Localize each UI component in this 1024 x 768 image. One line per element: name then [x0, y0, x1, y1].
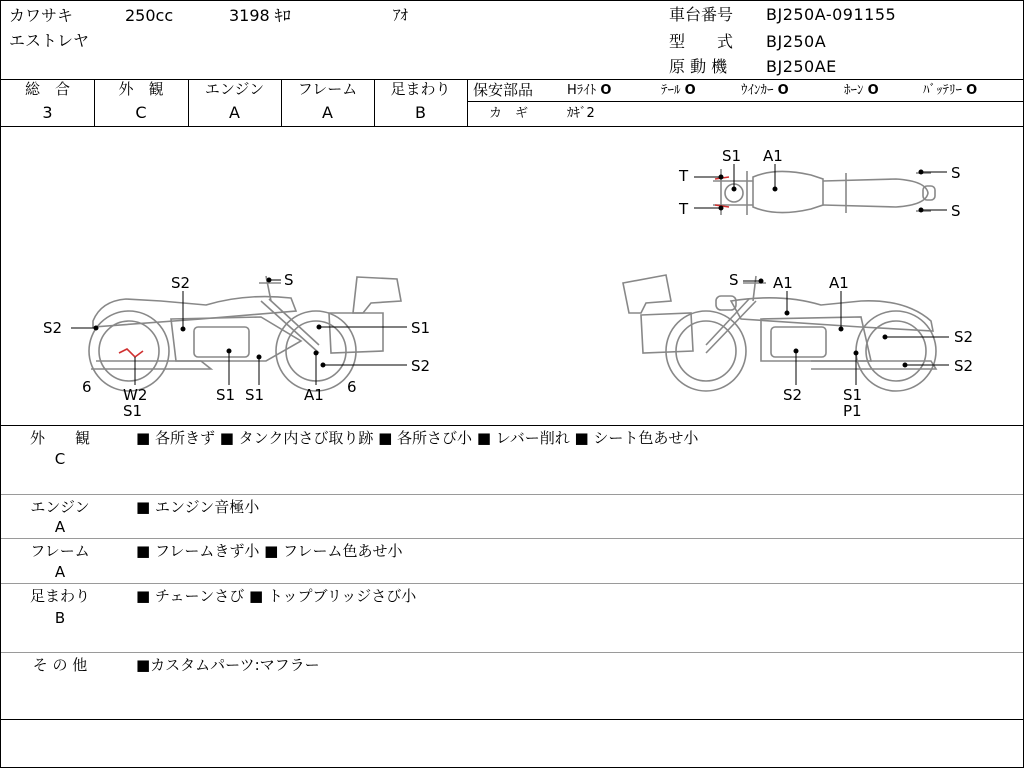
safety-horn: ﾎｰﾝ O	[844, 83, 879, 98]
note-engine-text: ■ エンジン音極小	[136, 498, 260, 516]
top-label-t2: T	[679, 200, 689, 218]
divider	[467, 79, 468, 126]
left-label-a1-front: A1	[304, 386, 324, 404]
left-side-view-bike	[89, 276, 401, 391]
left-label-s2-tank: S2	[171, 274, 191, 292]
left-label-s2-rear: S2	[43, 319, 63, 337]
note-exterior-label: 外 観	[29, 429, 90, 447]
right-label-p1: P1	[843, 402, 862, 420]
top-label-s-2: S	[951, 202, 961, 220]
motorcycle-damage-diagram	[1, 127, 1023, 425]
grade-suspension-value: B	[415, 103, 426, 122]
left-label-w2: W2	[123, 386, 148, 404]
left-label-s1-engine: S1	[216, 386, 236, 404]
divider	[1, 652, 1023, 653]
grade-overall-value: 3	[42, 103, 53, 122]
type-label: 型 式	[669, 32, 734, 51]
displacement: 250cc	[125, 6, 174, 25]
left-label-s1-rear: S1	[123, 402, 143, 420]
left-label-s1-fork: S1	[411, 319, 431, 337]
grade-frame-value: A	[322, 103, 333, 122]
model-name: エストレヤ	[9, 31, 90, 50]
top-label-s-1: S	[951, 164, 961, 182]
note-frame-text: ■ フレームきず小 ■ フレーム色あせ小	[136, 542, 403, 560]
divider	[1, 538, 1023, 539]
left-label-s1-case: S1	[245, 386, 265, 404]
key-label: カ ギ	[489, 106, 529, 121]
grade-overall-label: 総 合	[24, 80, 70, 98]
type-value: BJ250A	[766, 32, 827, 51]
right-label-s1: S1	[843, 386, 863, 404]
right-label-s2-cover: S2	[954, 328, 974, 346]
grade-engine-label: エンジン	[204, 80, 265, 98]
left-label-6-rear: 6	[82, 378, 92, 396]
safety-battery: ﾊﾞｯﾃﾘｰ O	[923, 83, 978, 98]
note-other-label: そ の 他	[32, 656, 88, 674]
divider	[467, 101, 1023, 102]
note-suspension-grade: B	[54, 609, 66, 627]
grade-frame-label: フレーム	[297, 80, 358, 98]
maker-name: カワサキ	[9, 6, 74, 25]
right-side-view-bike	[623, 275, 936, 391]
note-frame-label: フレーム	[30, 542, 90, 560]
grade-suspension-label: 足まわり	[390, 80, 451, 98]
note-engine-grade: A	[54, 518, 66, 536]
top-label-a1: A1	[763, 147, 783, 165]
body-color: ｱｵ	[393, 6, 409, 24]
grade-engine-value: A	[229, 103, 240, 122]
note-exterior-text: ■ 各所きず ■ タンク内さび取り跡 ■ 各所さび小 ■ レバー削れ ■ シート色あせ小	[136, 429, 699, 447]
divider	[1, 719, 1023, 720]
right-label-s-bar: S	[729, 271, 739, 289]
top-view-bike	[713, 169, 935, 215]
right-label-s2-engine: S2	[783, 386, 803, 404]
safety-winker: ｳｲﾝｶｰ O	[741, 83, 789, 98]
left-label-6-front: 6	[347, 378, 357, 396]
right-label-a1-tank: A1	[773, 274, 793, 292]
note-suspension-label: 足まわり	[29, 587, 90, 605]
mileage: 3198 ｷﾛ	[229, 6, 291, 25]
engine-label: 原 動 機	[669, 57, 728, 76]
note-other-text: ■カスタムパーツ:マフラー	[136, 656, 320, 674]
engine-value: BJ250AE	[766, 57, 837, 76]
right-label-s2-wheel: S2	[954, 357, 974, 375]
note-frame-grade: A	[54, 563, 66, 581]
grade-exterior-label: 外 観	[118, 80, 164, 98]
top-label-s1: S1	[722, 147, 742, 165]
key-value: ｶｷﾞ2	[567, 106, 595, 121]
note-exterior-grade: C	[54, 450, 66, 468]
safety-headlight: Hﾗｲﾄ O	[567, 83, 612, 98]
divider	[1, 583, 1023, 584]
top-label-t1: T	[679, 167, 689, 185]
frame-number-label: 車台番号	[669, 5, 734, 24]
grade-exterior-value: C	[135, 103, 147, 122]
note-suspension-text: ■ チェーンさび ■ トップブリッジさび小	[136, 587, 417, 605]
right-label-a1-seat: A1	[829, 274, 849, 292]
divider	[1, 425, 1023, 426]
divider	[1, 494, 1023, 495]
frame-number: BJ250A-091155	[766, 5, 897, 24]
safety-label: 保安部品	[473, 81, 534, 99]
safety-taillight: ﾃｰﾙ O	[661, 83, 696, 98]
note-engine-label: エンジン	[30, 498, 90, 516]
left-label-s2-front: S2	[411, 357, 431, 375]
left-label-s-bar: S	[284, 271, 294, 289]
